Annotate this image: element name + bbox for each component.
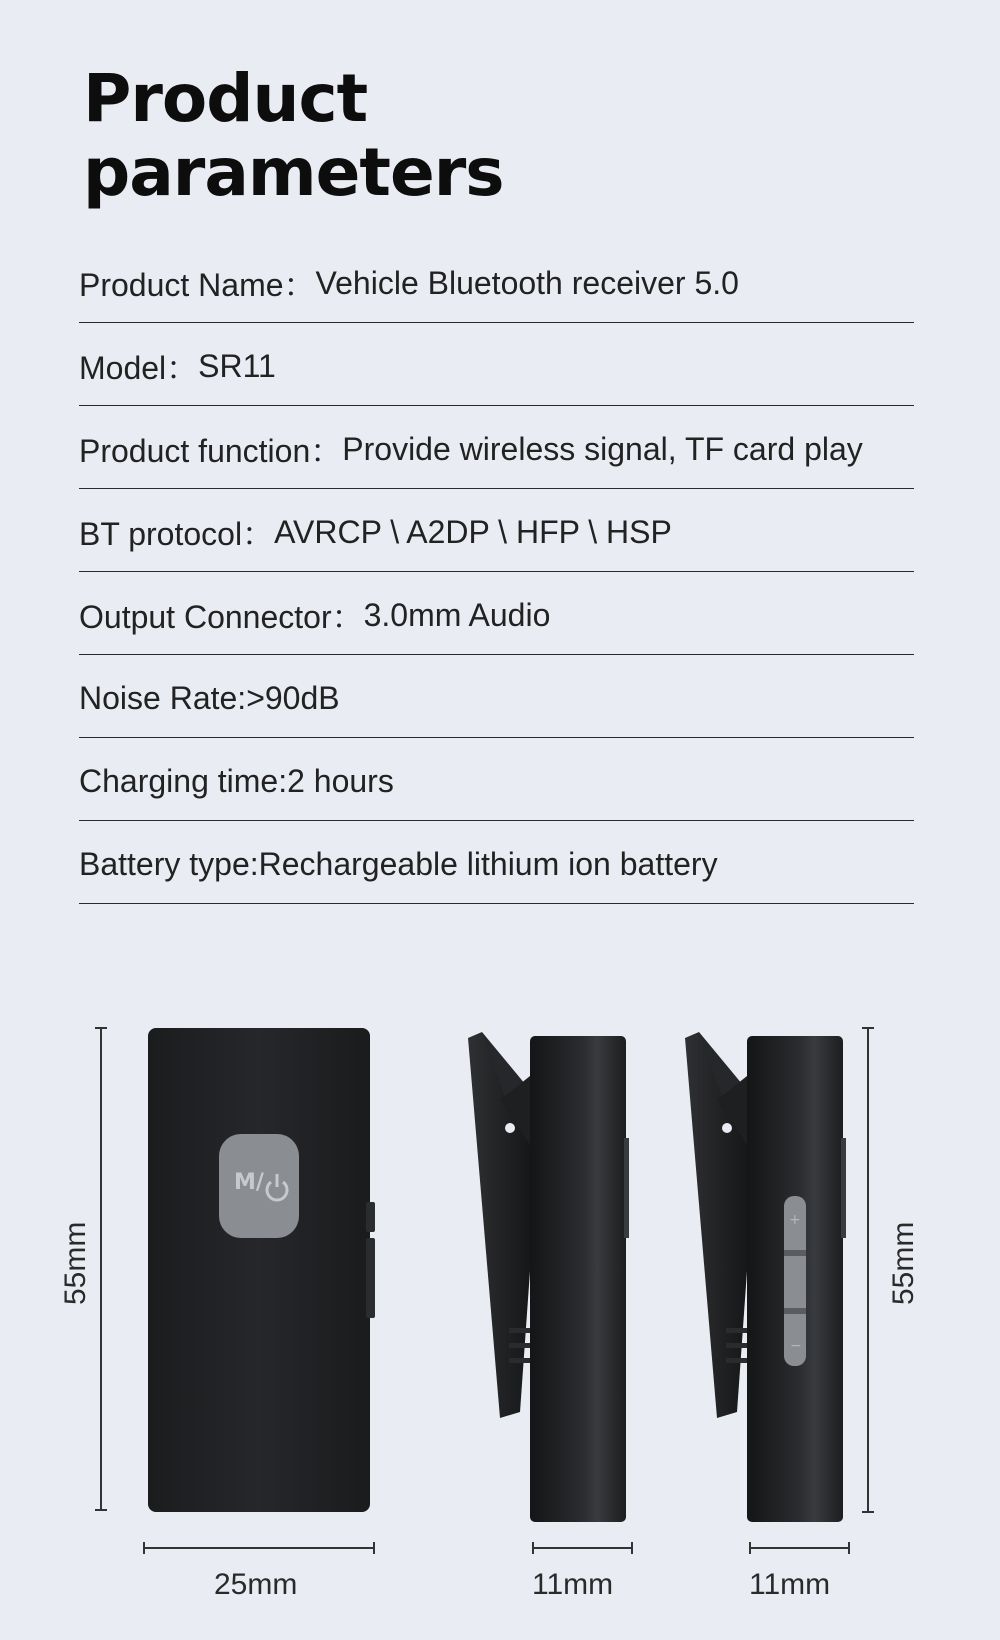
param-row-noise-rate xyxy=(79,655,914,738)
param-value: >90dB xyxy=(246,679,340,716)
param-label: Model： xyxy=(79,350,199,386)
param-row-product-name xyxy=(79,240,914,323)
page-title xyxy=(83,62,504,210)
device-front-view xyxy=(148,1028,375,1512)
height-dimension-right xyxy=(862,1028,874,1512)
device-side-view-1 xyxy=(468,1032,629,1522)
param-value: Provide wireless signal, TF card play xyxy=(342,430,863,467)
param-label: Product Name： xyxy=(79,267,316,303)
param-value: AVRCP \ A2DP \ HFP \ HSP xyxy=(274,513,672,550)
param-label: Charging time: xyxy=(79,762,288,799)
param-value: Rechargeable lithium ion battery xyxy=(258,845,718,882)
param-value: Vehicle Bluetooth receiver 5.0 xyxy=(315,264,739,301)
product-illustration xyxy=(0,1010,1000,1640)
plus-icon: + xyxy=(789,1212,801,1228)
param-row-battery-type xyxy=(79,821,914,904)
title-line-2: parameters xyxy=(83,134,504,211)
param-value: 2 hours xyxy=(287,762,394,799)
width-label-front: 25mm xyxy=(214,1568,298,1601)
param-label: Battery type: xyxy=(79,845,259,882)
product-dimension-figure xyxy=(0,1010,1000,1640)
parameter-list xyxy=(79,240,914,904)
width-label-side-2: 11mm xyxy=(749,1568,831,1601)
param-row-output-connector xyxy=(79,572,914,655)
param-value: SR11 xyxy=(198,347,276,384)
height-label-right: 55mm xyxy=(887,1221,920,1305)
param-row-product-function xyxy=(79,406,914,489)
height-label-left: 55mm xyxy=(59,1221,92,1305)
param-label: Product function： xyxy=(79,433,343,469)
param-label: Output Connector： xyxy=(79,599,364,635)
width-dimension-side-2 xyxy=(750,1542,849,1554)
minus-icon: − xyxy=(790,1338,802,1354)
button-label: M/ xyxy=(234,1170,264,1195)
param-row-model xyxy=(79,323,914,406)
param-label: BT protocol： xyxy=(79,516,275,552)
param-label: Noise Rate: xyxy=(79,679,247,716)
width-label-side-1: 11mm xyxy=(532,1568,614,1601)
param-value: 3.0mm Audio xyxy=(363,596,551,633)
device-side-view-2 xyxy=(685,1032,846,1522)
param-row-charging-time xyxy=(79,738,914,821)
param-row-bt-protocol xyxy=(79,489,914,572)
height-dimension-left xyxy=(95,1028,107,1510)
width-dimension-front xyxy=(144,1542,374,1554)
title-line-1: Product xyxy=(83,60,368,137)
width-dimension-side-1 xyxy=(533,1542,632,1554)
